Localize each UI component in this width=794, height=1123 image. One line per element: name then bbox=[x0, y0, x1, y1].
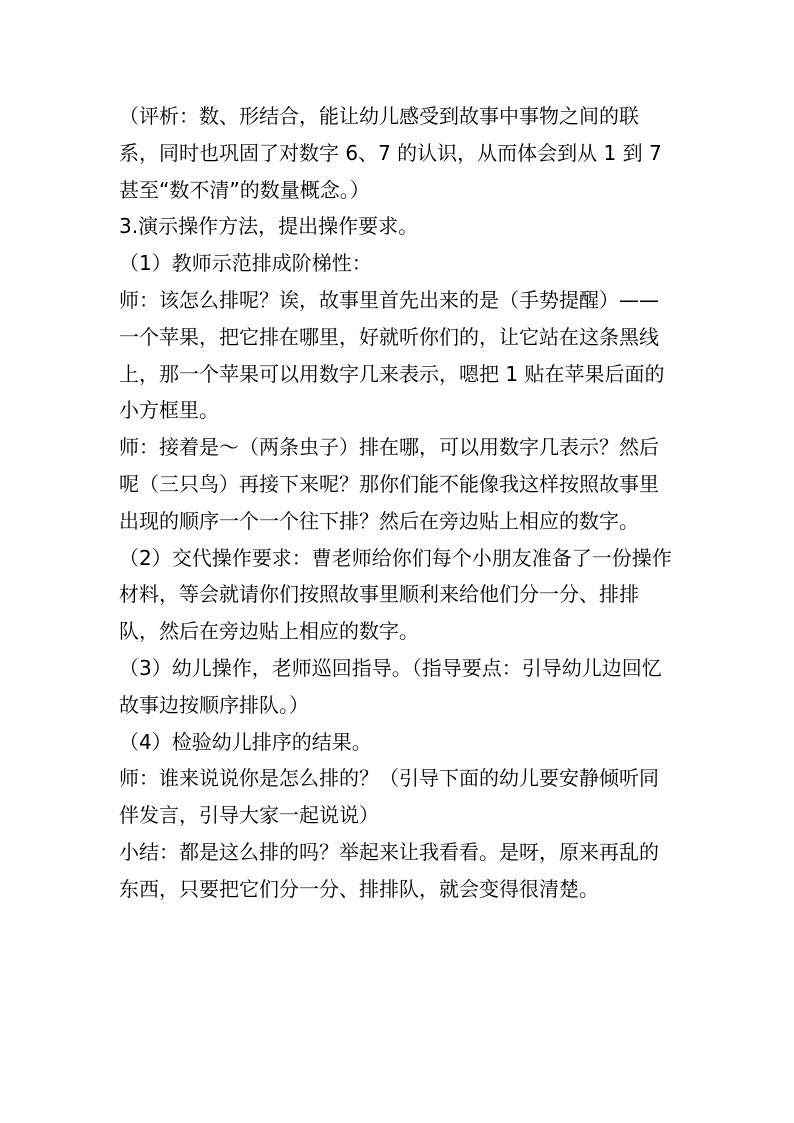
text-line: （评析：数、形结合，能让幼儿感受到故事中事物之间的联 bbox=[119, 104, 639, 128]
text-line: 小方框里。 bbox=[119, 398, 219, 423]
text-line: 东西，只要把它们分一分、排排队，就会变得很清楚。 bbox=[119, 876, 599, 901]
text-line: （1）教师示范排成阶梯性： bbox=[119, 251, 372, 276]
text-line: 师：谁来说说你是怎么排的？（引导下面的幼儿要安静倾听同 bbox=[119, 766, 659, 791]
text-line: 系，同时也巩固了对数字 6、7 的认识，从而体会到从 1 到 7 bbox=[119, 140, 662, 165]
paragraph-evaluation bbox=[119, 98, 679, 208]
paragraph-summary bbox=[119, 834, 679, 908]
paragraph-teacher-2 bbox=[119, 429, 679, 539]
document-body bbox=[119, 98, 679, 908]
paragraph-step-3-heading bbox=[119, 208, 679, 245]
text-line: 师：接着是～（两条虫子）排在哪，可以用数字几表示？然后 bbox=[119, 435, 659, 460]
text-line: 呢（三只鸟）再接下来呢？那你们能不能像我这样按照故事里 bbox=[119, 471, 659, 496]
text-line: 队，然后在旁边贴上相应的数字。 bbox=[119, 619, 419, 644]
text-line: 师：该怎么排呢？诶，故事里首先出来的是（手势提醒）—— bbox=[119, 287, 659, 312]
text-line: 甚至“数不清”的数量概念。） bbox=[119, 177, 370, 202]
paragraph-sub-4 bbox=[119, 724, 679, 761]
text-line: 一个苹果，把它排在哪里，好就听你们的，让它站在这条黑线 bbox=[119, 324, 659, 349]
paragraph-sub-1 bbox=[119, 245, 679, 282]
text-line: 小结：都是这么排的吗？举起来让我看看。是呀，原来再乱的 bbox=[119, 839, 659, 864]
text-line: 3.演示操作方法，提出操作要求。 bbox=[119, 214, 419, 239]
paragraph-sub-2 bbox=[119, 540, 679, 650]
text-line: （2）交代操作要求：曹老师给你们每个小朋友准备了一份操作 bbox=[119, 545, 672, 570]
text-line: 故事边按顺序排队。） bbox=[119, 692, 309, 717]
paragraph-teacher-1 bbox=[119, 282, 679, 429]
paragraph-teacher-3 bbox=[119, 760, 679, 834]
text-line: （4）检验幼儿排序的结果。 bbox=[119, 729, 372, 754]
paragraph-sub-3 bbox=[119, 650, 679, 724]
text-line: 上，那一个苹果可以用数字几来表示，嗯把 1 贴在苹果后面的 bbox=[119, 361, 665, 386]
text-line: （3）幼儿操作，老师巡回指导。（指导要点：引导幼儿边回忆 bbox=[119, 655, 662, 680]
text-line: 出现的顺序一个一个往下排？然后在旁边贴上相应的数字。 bbox=[119, 508, 639, 533]
text-line: 伴发言，引导大家一起说说） bbox=[119, 803, 379, 828]
text-line: 材料，等会就请你们按照故事里顺利来给他们分一分、排排 bbox=[119, 582, 639, 607]
